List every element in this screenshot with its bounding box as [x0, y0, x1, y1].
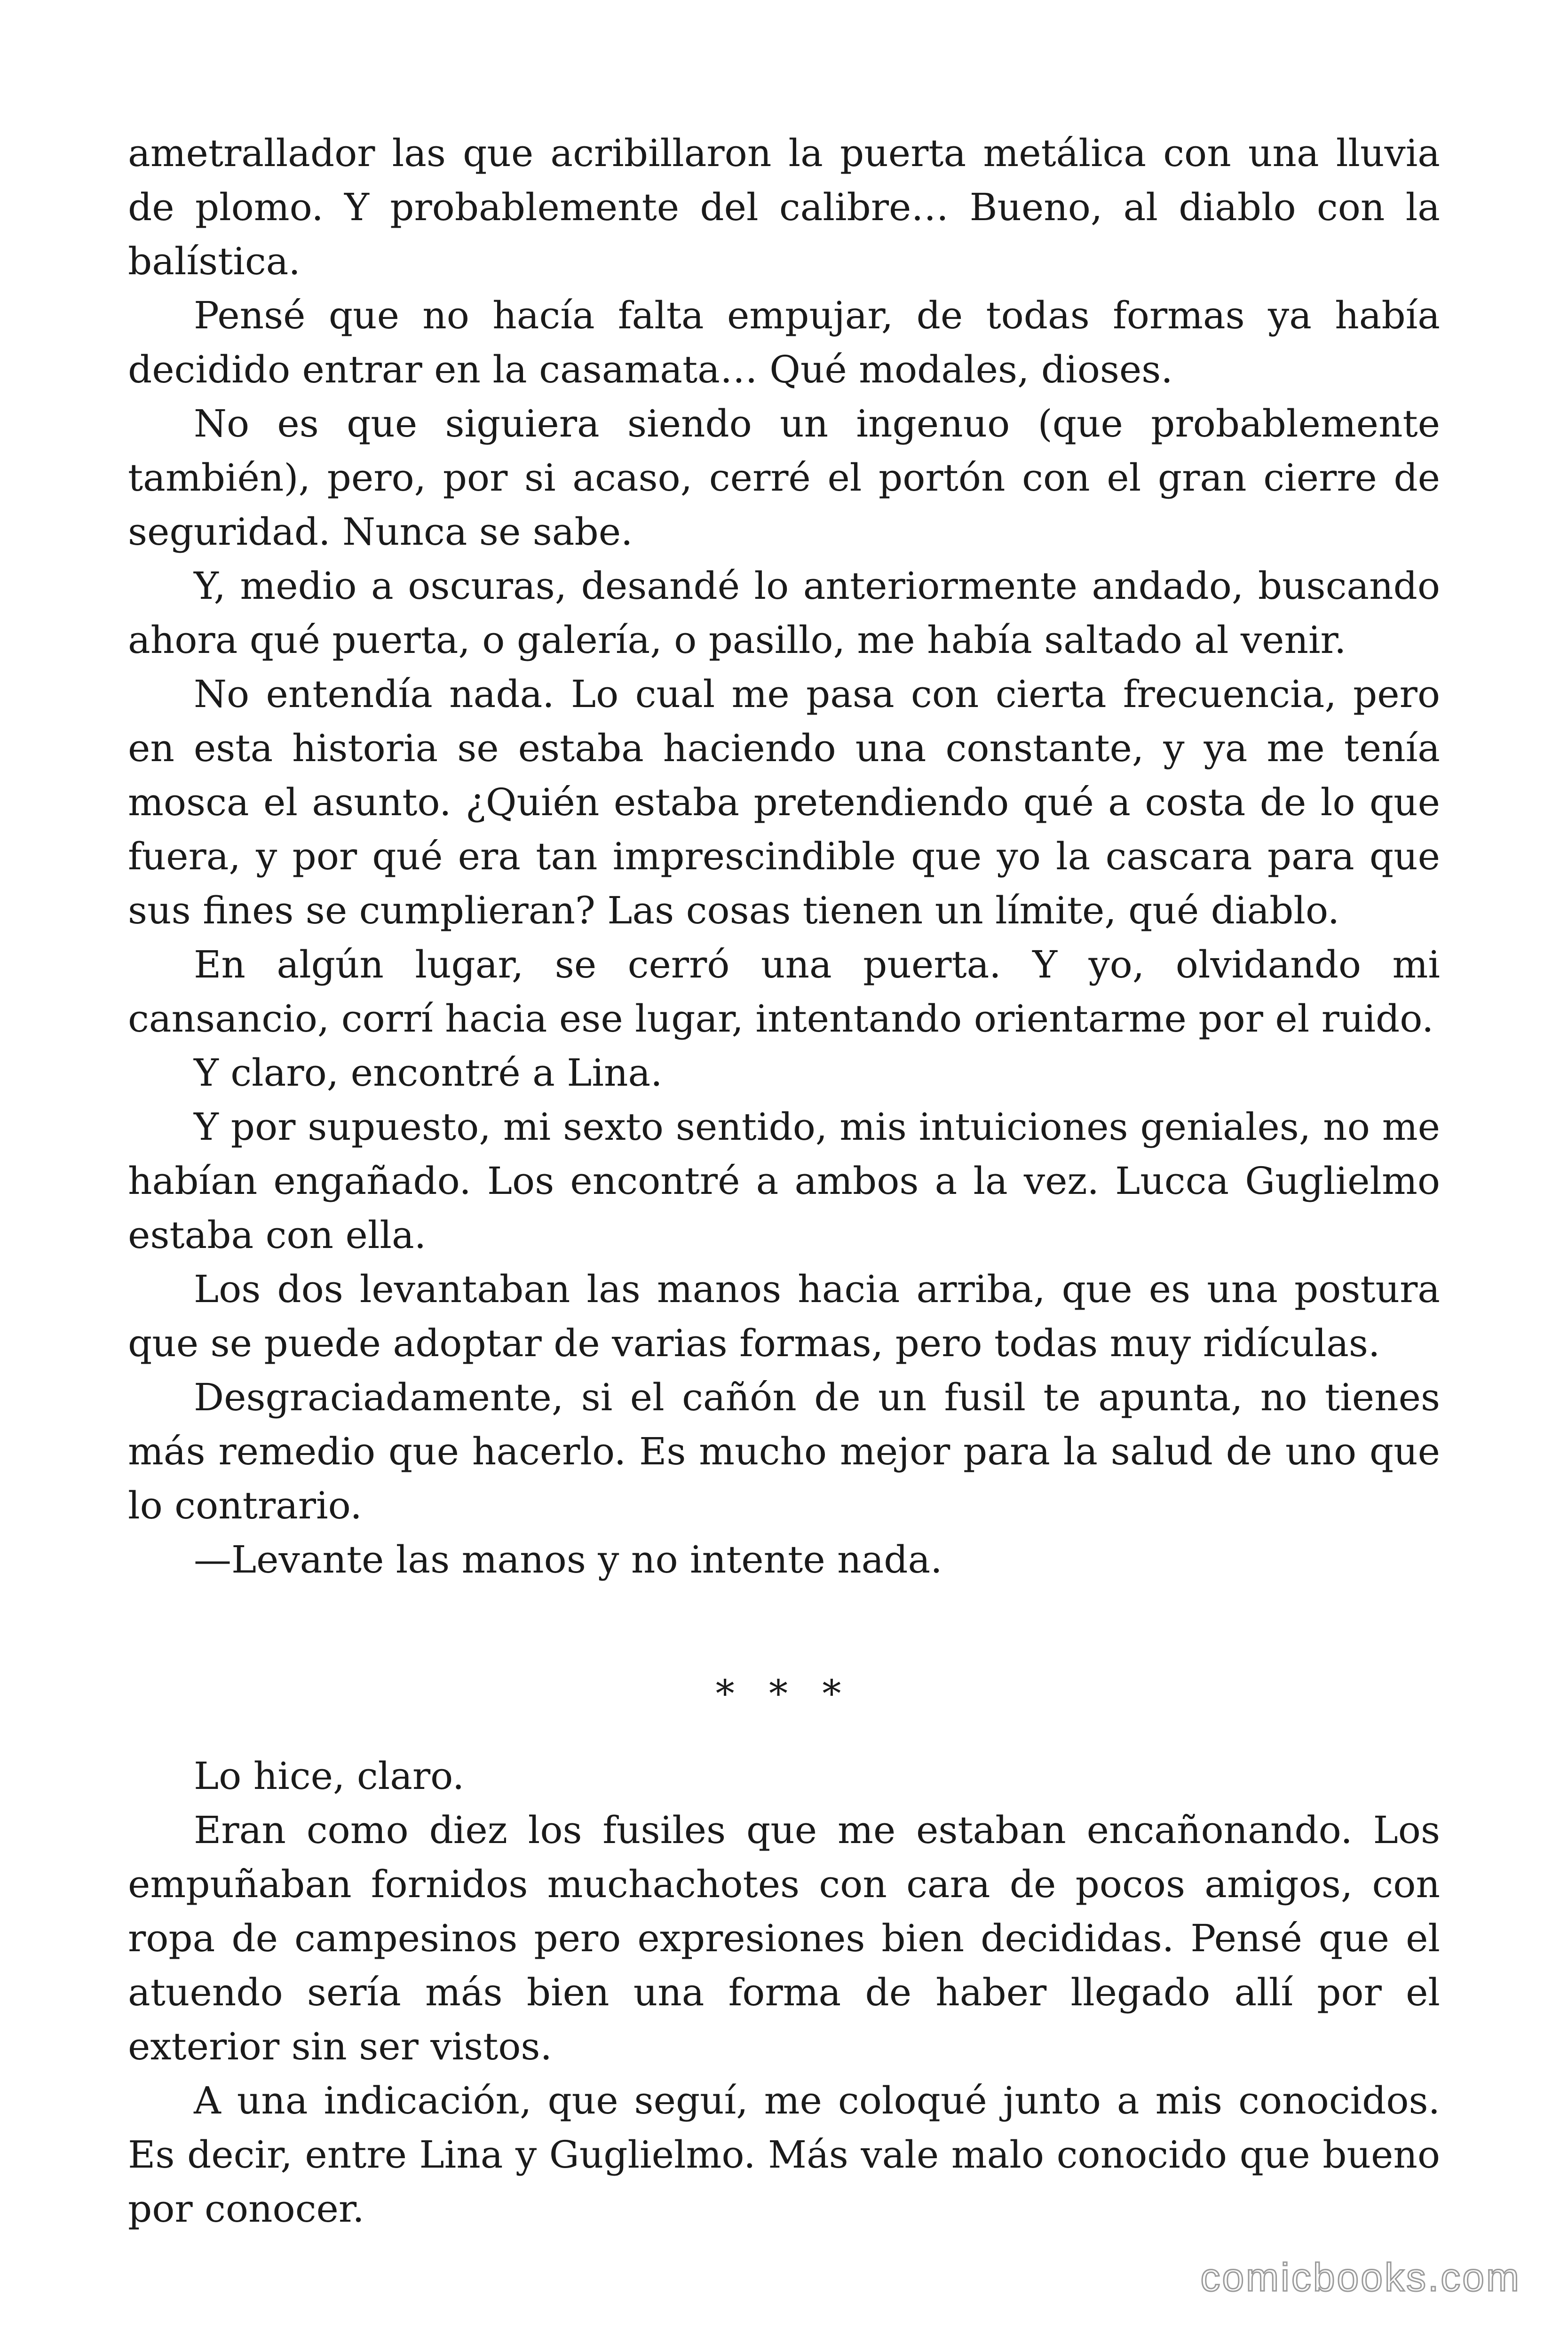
- watermark: comicbooks.com: [1200, 2255, 1521, 2299]
- paragraph: ametrallador las que acribillaron la puerta metálica con una lluvia de plomo. Y probablemente del calibre… Bueno, al diablo con la balística.: [128, 131, 1440, 283]
- paragraph: Y por supuesto, mi sexto sentido, mis intuiciones geniales, no me habían engañado. Los encontré a ambos a la vez. Lucca Guglielmo estaba con ella.: [128, 1105, 1440, 1257]
- paragraph: No entendía nada. Lo cual me pasa con cierta frecuencia, pero en esta historia se estaba haciendo una constante, y ya me tenía mosca el asunto. ¿Quién estaba pretendiendo qué a costa de lo que fuera, y por qué era tan imprescindible que yo la cascara para que sus fines se cumplieran? Las cosas tienen un límite, qué diablo.: [128, 672, 1440, 932]
- paragraph: No es que siguiera siendo un ingenuo (que probablemente también), pero, por si acaso, cerré el portón con el gran cierre de seguridad. Nunca se sabe.: [128, 402, 1440, 554]
- paragraph: Eran como diez los fusiles que me estaban encañonando. Los empuñaban fornidos muchachotes con cara de pocos amigos, con ropa de campesinos pero expresiones bien decididas. Pensé que el atuendo sería más bien una forma de haber llegado allí por el exterior sin ser vistos.: [128, 1808, 1440, 2068]
- paragraph: A una indicación, que seguí, me coloqué junto a mis conocidos. Es decir, entre Lina y Guglielmo. Más vale malo conocido que bueno por conocer.: [128, 2079, 1440, 2231]
- paragraph: En algún lugar, se cerró una puerta. Y yo, olvidando mi cansancio, corrí hacia ese lugar, intentando orientarme por el ruido.: [128, 943, 1440, 1041]
- page-body: [128, 126, 1440, 2236]
- paragraph: Los dos levantaban las manos hacia arriba, que es una postura que se puede adoptar de varias formas, pero todas muy ridículas.: [128, 1267, 1440, 1365]
- scene-break: * * *: [715, 1672, 853, 1716]
- paragraph: Desgraciadamente, si el cañón de un fusil te apunta, no tienes más remedio que hacerlo. Es mucho mejor para la salud de uno que lo contrario.: [128, 1375, 1440, 1527]
- paragraph: Y, medio a oscuras, desandé lo anteriormente andado, buscando ahora qué puerta, o galería, o pasillo, me había saltado al venir.: [128, 564, 1440, 662]
- dialogue-paragraph: —Levante las manos y no intente nada.: [194, 1538, 942, 1581]
- paragraph: Y claro, encontré a Lina.: [194, 1051, 663, 1095]
- paragraph: Pensé que no hacía falta empujar, de todas formas ya había decidido entrar en la casamata… Qué modales, dioses.: [128, 294, 1440, 391]
- paragraph: Lo hice, claro.: [194, 1754, 465, 1798]
